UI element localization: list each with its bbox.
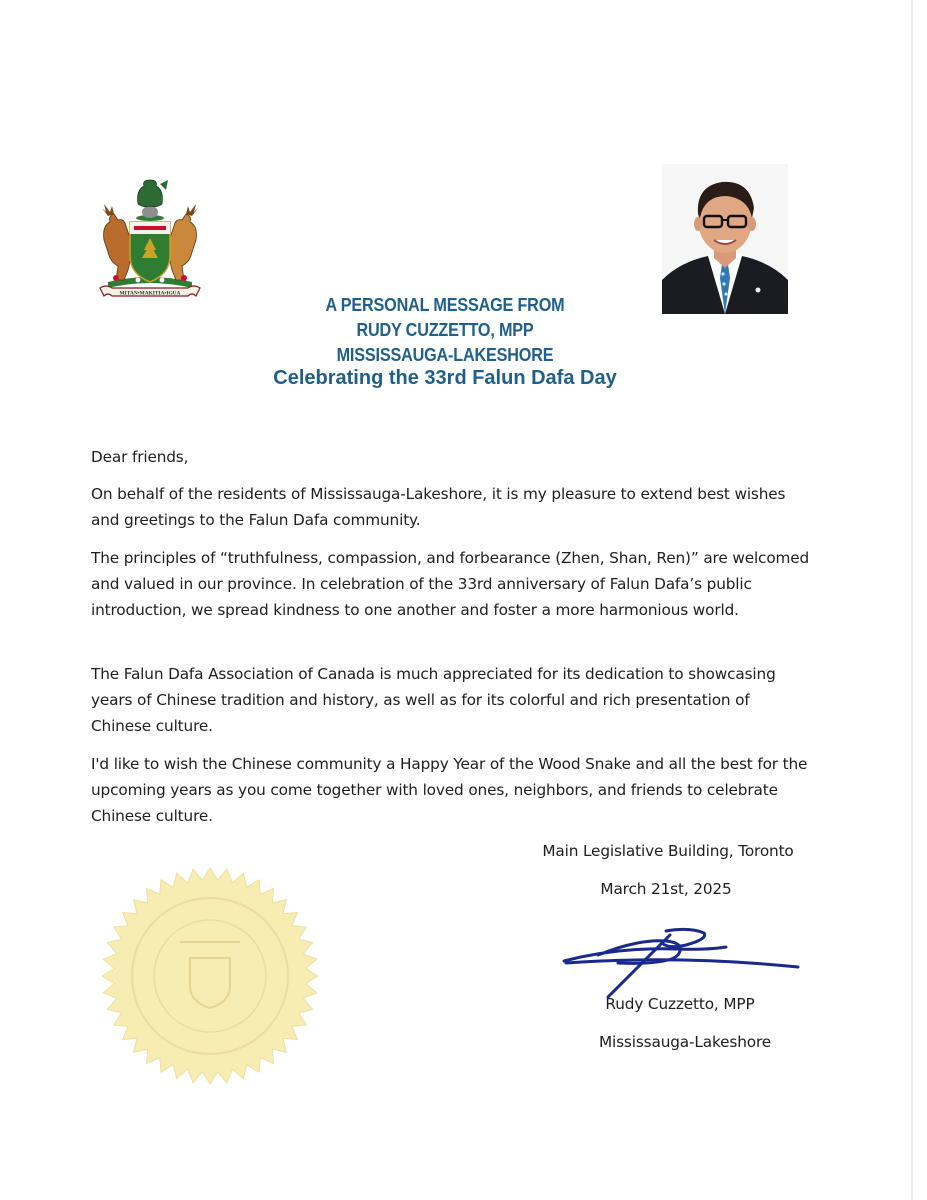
closing-place: Main Legislative Building, Toronto [542, 842, 794, 860]
ontario-coat-of-arms-icon [98, 178, 202, 306]
header-title: Celebrating the 33rd Falun Dafa Day [273, 367, 617, 389]
letter-paragraph: On behalf of the residents of Mississauga-Lakeshore, it is my pleasure to extend best wishes and greetings to the Falun Dafa community. [91, 485, 786, 529]
signatory-riding: Mississauga-Lakeshore [598, 1033, 772, 1051]
signatory-name: Rudy Cuzzetto, MPP [605, 995, 755, 1013]
letter-paragraph: The principles of “truthfulness, compassion, and forbearance (Zhen, Shan, Ren)” are welcomed and valued in our province. In celebration of the 33rd anniversary of Falun Dafa’s public introduction, we spread kindness to one another and foster a more harmonious world. [91, 549, 810, 619]
handwritten-signature-icon [558, 925, 802, 1001]
header-line-3: MISSISSAUGA-LAKESHORE [336, 345, 554, 365]
header-line-2: RUDY CUZZETTO, MPP [356, 320, 534, 340]
svg-text:MITAN•MAKITIA•IGUA: MITAN•MAKITIA•IGUA [119, 290, 181, 297]
mpp-portrait-photo [662, 164, 788, 314]
letter-paragraph: The Falun Dafa Association of Canada is much appreciated for its dedication to showcasing years of Chinese tradition and history, as well as for its colorful and rich presentation of Chinese culture. [91, 665, 776, 735]
header-line-1: A PERSONAL MESSAGE FROM [325, 295, 565, 315]
page-edge [911, 0, 913, 1200]
gold-embossed-seal-icon [100, 866, 320, 1086]
letter-paragraph: I'd like to wish the Chinese community a Happy Year of the Wood Snake and all the best for the upcoming years as you come together with loved ones, neighbors, and friends to celebrate Chinese culture. [91, 755, 808, 825]
letter-greeting: Dear friends, [91, 448, 189, 466]
closing-date: March 21st, 2025 [600, 880, 732, 898]
